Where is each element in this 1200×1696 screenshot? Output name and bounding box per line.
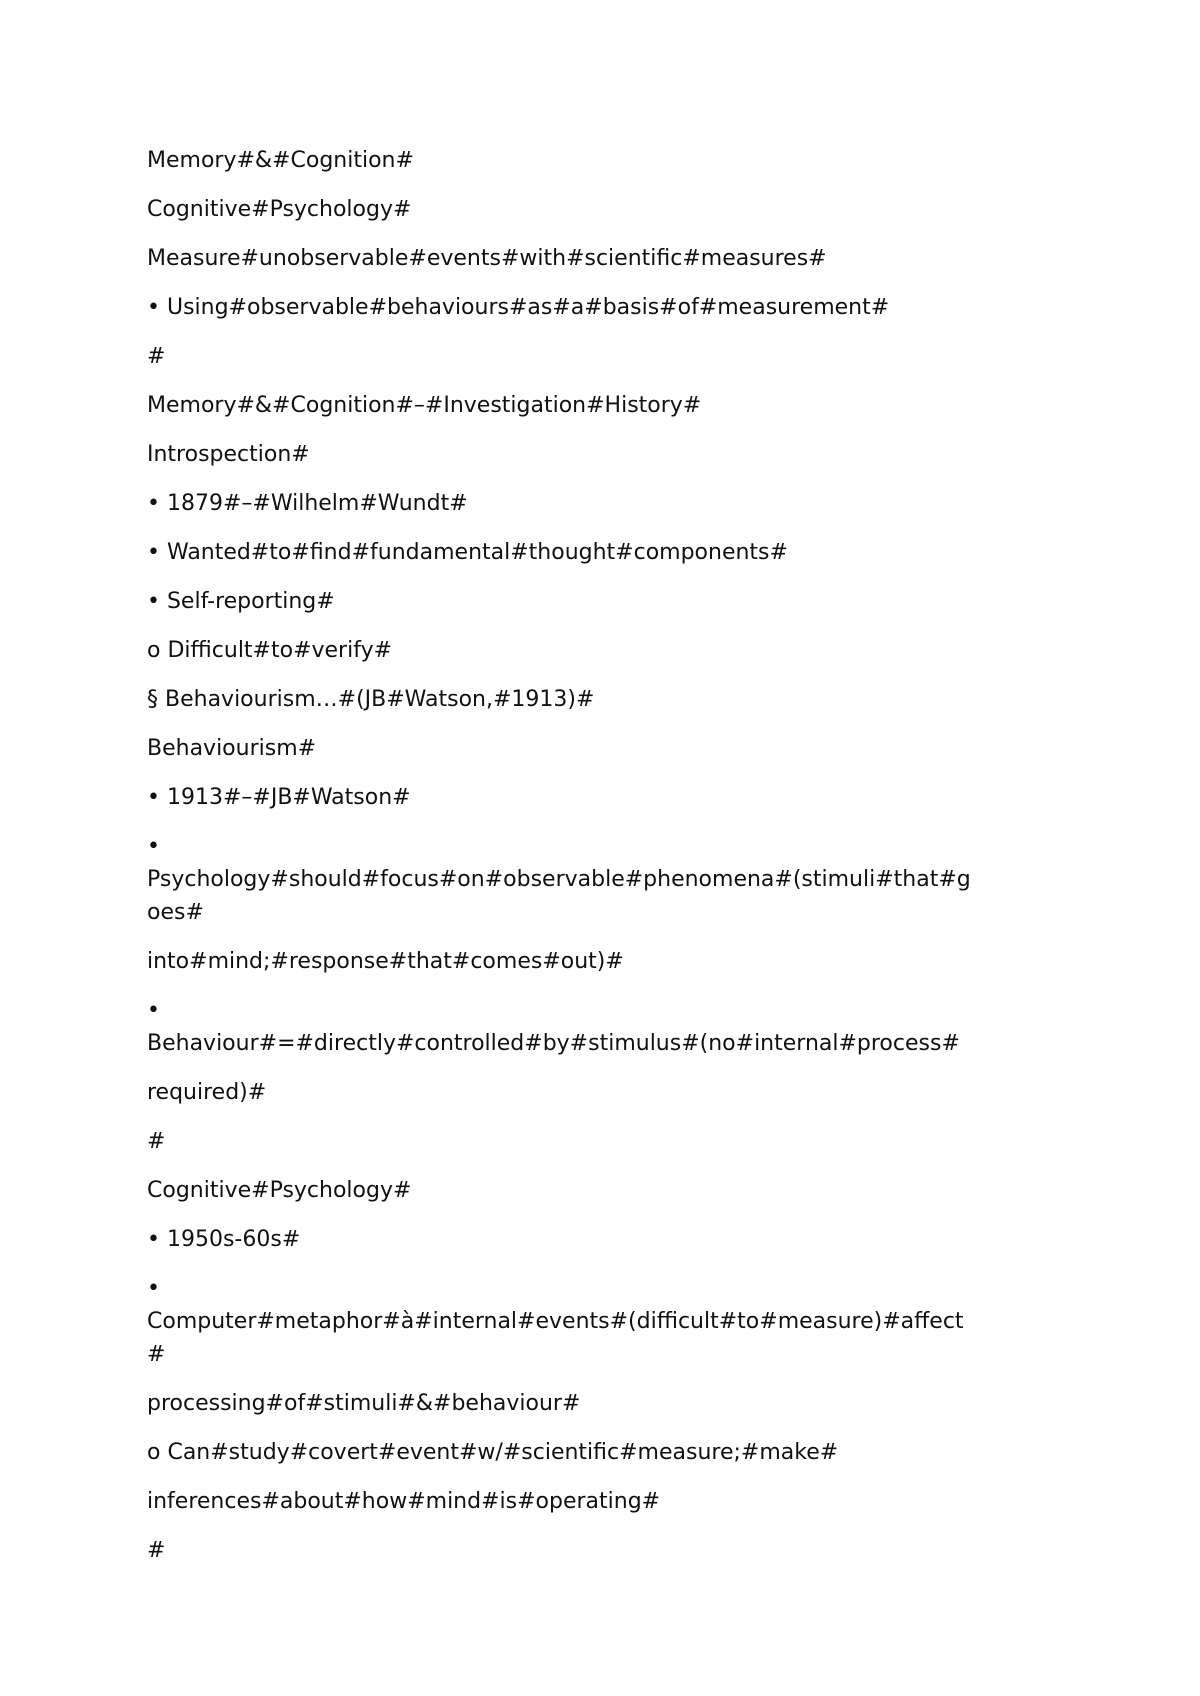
bullet-marker: • <box>147 834 160 859</box>
text-line: # <box>147 1342 166 1367</box>
heading-behaviourism: Behaviourism# <box>147 736 317 761</box>
bullet-line: • 1913#–#JB#Watson# <box>147 785 411 810</box>
text-line: # <box>147 1538 166 1563</box>
bullet-line: • Self-reporting# <box>147 589 335 614</box>
bullet-marker: • <box>147 998 160 1023</box>
sub-bullet-line: o Can#study#covert#event#w/#scientific#measure;#make# <box>147 1440 839 1465</box>
sub-bullet-line: o Difficult#to#verify# <box>147 638 393 663</box>
bullet-line: • 1950s-60s# <box>147 1227 301 1252</box>
text-line: required)# <box>147 1080 267 1105</box>
text-line: processing#of#stimuli#&#behaviour# <box>147 1391 581 1416</box>
bullet-marker: • <box>147 1276 160 1301</box>
heading-introspection: Introspection# <box>147 442 310 467</box>
heading-investigation-history: Memory#&#Cognition#–#Investigation#History# <box>147 393 702 418</box>
bullet-line: • Wanted#to#find#fundamental#thought#components# <box>147 540 788 565</box>
heading-cognitive-psychology-2: Cognitive#Psychology# <box>147 1178 412 1203</box>
sub-sub-bullet-line: § Behaviourism…#(JB#Watson,#1913)# <box>147 687 595 712</box>
text-line: Behaviour#=#directly#controlled#by#stimulus#(no#internal#process# <box>147 1031 960 1056</box>
text-line: into#mind;#response#that#comes#out)# <box>147 949 624 974</box>
heading-cognitive-psychology: Cognitive#Psychology# <box>147 197 412 222</box>
text-line: # <box>147 1129 166 1154</box>
text-line: Computer#metaphor#à#internal#events#(difficult#to#measure)#affect <box>147 1309 964 1334</box>
text-line: oes# <box>147 900 204 925</box>
bullet-line: • 1879#–#Wilhelm#Wundt# <box>147 491 468 516</box>
bullet-line: • Using#observable#behaviours#as#a#basis#of#measurement# <box>147 295 890 320</box>
heading-memory-cognition: Memory#&#Cognition# <box>147 148 414 173</box>
text-line: Measure#unobservable#events#with#scientific#measures# <box>147 246 827 271</box>
text-line: # <box>147 344 166 369</box>
text-line: inferences#about#how#mind#is#operating# <box>147 1489 661 1514</box>
text-line: Psychology#should#focus#on#observable#phenomena#(stimuli#that#g <box>147 867 971 892</box>
